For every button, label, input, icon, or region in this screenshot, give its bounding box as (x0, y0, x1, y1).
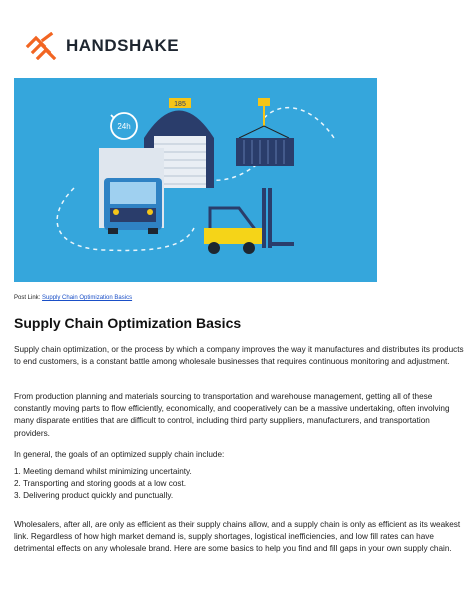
brand-logo (24, 32, 179, 60)
paragraph-intro: Supply chain optimization, or the process by which a company improves the way it manufactures and distributes its products to end customers, is a constant battle among wholesale businesses that requires continuous monitoring and adjustment. (14, 345, 464, 367)
clock-icon (111, 113, 137, 139)
article-title: Supply Chain Optimization Basics (14, 315, 242, 331)
forklift-icon (204, 188, 294, 254)
truck-icon (99, 148, 164, 234)
list-item: 1. Meeting demand whilst minimizing uncertainty. (14, 467, 192, 476)
warehouse-number: 185 (174, 101, 186, 108)
handshake-logo-icon (24, 32, 60, 60)
goals-list (14, 466, 192, 503)
paragraph-wholesalers: Wholesalers, after all, are only as efficient as their supply chains allow, and a supply chain is only as efficient as its weakest link. Regardless of how high market demand is, supply shortages, logistical inefficiencies, and low fill rates can have detrimental effects on any wholesale brand. Here are some basics to help you find and fill gaps in your own supply chain. (14, 520, 461, 554)
list-item: 2. Transporting and storing goods at a low cost. (14, 479, 187, 489)
post-link-anchor[interactable]: Supply Chain Optimization Basics (42, 295, 133, 301)
brand-name: HANDSHAKE (66, 36, 180, 55)
post-link-prefix: Post Link: (14, 295, 41, 301)
paragraph-goals-intro: In general, the goals of an optimized supply chain include: (14, 450, 225, 459)
post-link (14, 295, 132, 301)
hero-illustration (14, 78, 377, 282)
clock-label: 24h (117, 122, 131, 131)
list-item: 3. Delivering product quickly and punctually. (14, 491, 174, 501)
paragraph-production: From production planning and materials sourcing to transportation and warehouse management, getting all of these constantly moving parts to flow efficiently, economically, and cooperatively can be a massive undertaking, often involving many disparate entities that are difficult to control, including third party suppliers, manufacturers, and transportation providers. (14, 392, 450, 438)
